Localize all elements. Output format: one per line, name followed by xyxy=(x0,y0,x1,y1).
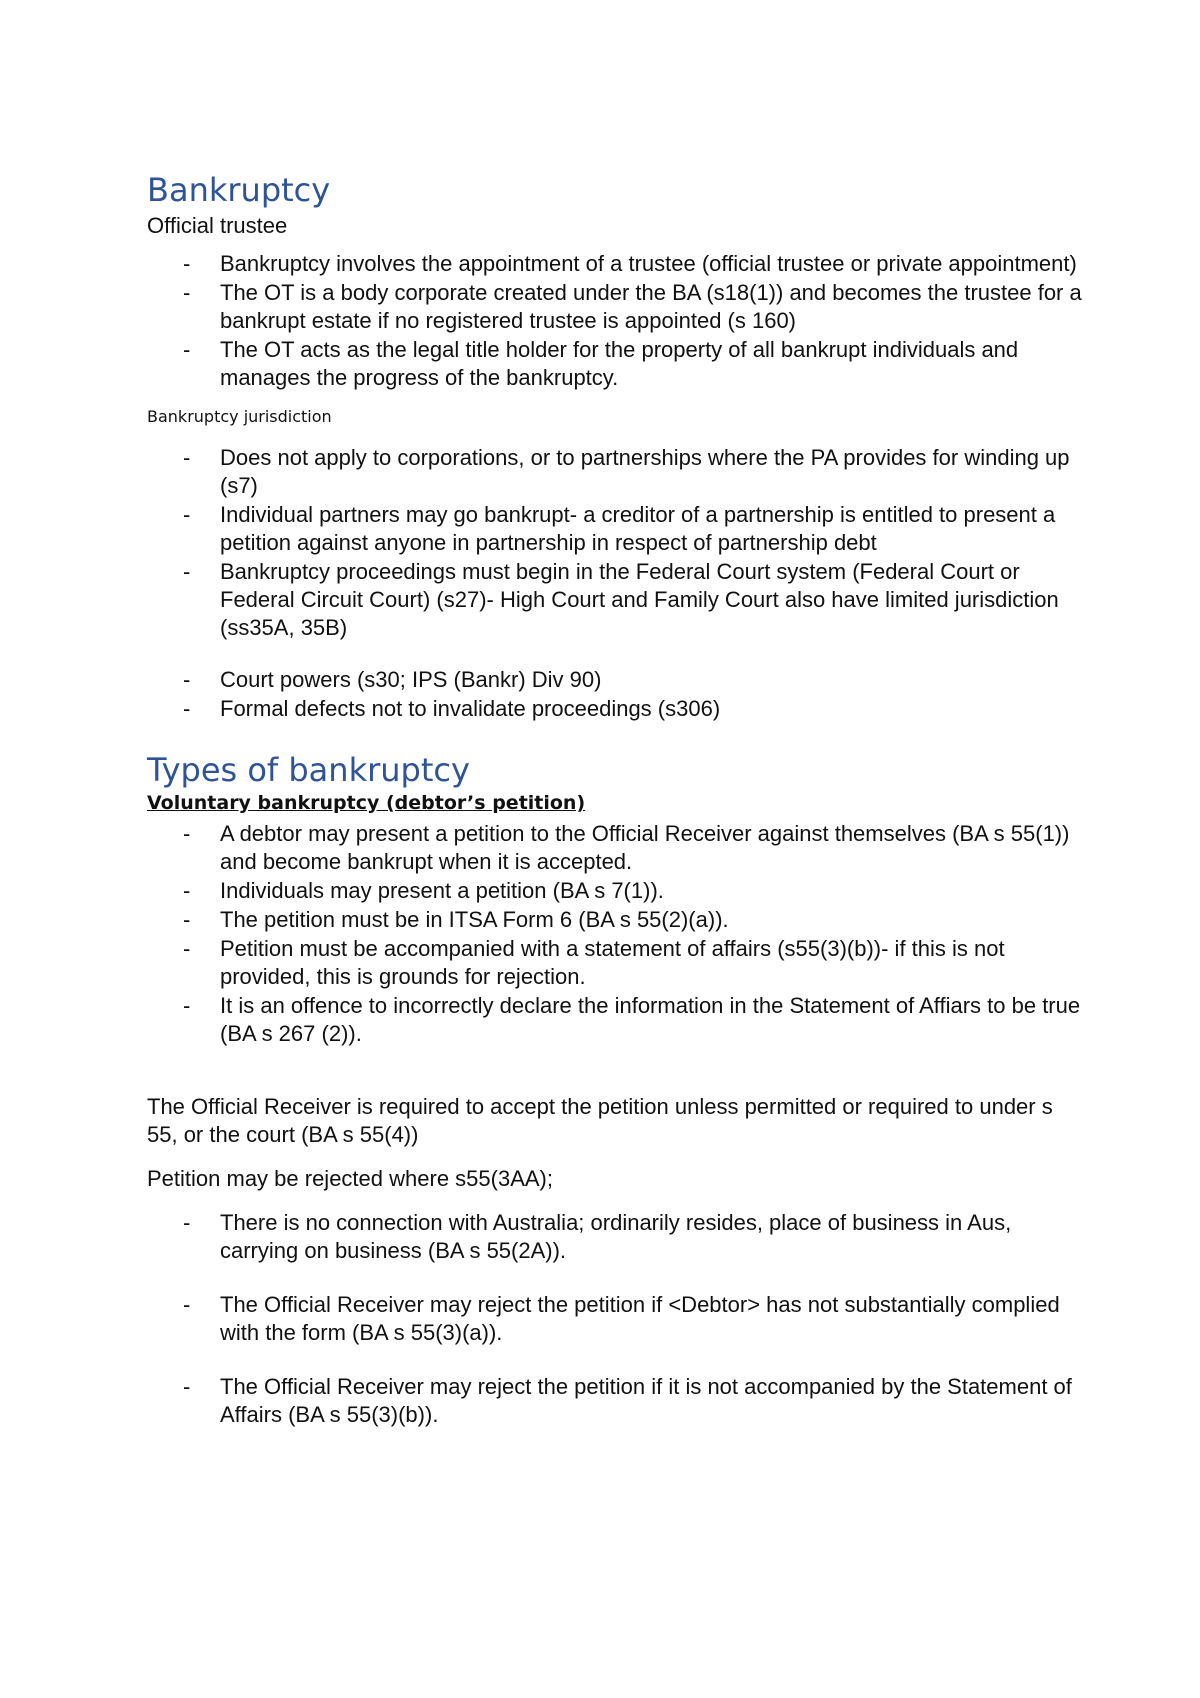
subtitle-official-trustee: Official trustee xyxy=(147,213,288,238)
dash-bullet: - xyxy=(183,559,191,584)
list-item: - Court powers (s30; IPS (Bankr) Div 90) xyxy=(183,667,602,692)
dash-bullet: - xyxy=(183,502,191,527)
heading-bankruptcy: Bankruptcy xyxy=(147,171,331,209)
dash-bullet: - xyxy=(183,936,191,961)
dash-bullet: - xyxy=(183,251,191,276)
list-item: - There is no connection with Australia; ordinarily resides, place of business in Aus, carrying on business (BA s 55(2A)). xyxy=(183,1210,1012,1263)
list-item: - The OT is a body corporate created under the BA (s18(1)) and becomes the trustee for a bankrupt estate if no registered trustee is appointed (s 160) xyxy=(183,280,1082,333)
spacer xyxy=(147,724,1087,750)
dash-bullet: - xyxy=(183,1210,191,1235)
paragraph-official-receiver: The Official Receiver is required to accept the petition unless permitted or required to under s 55, or the court (BA s 55(4)) xyxy=(147,1094,1053,1147)
dash-bullet: - xyxy=(183,821,191,846)
voluntary-bankruptcy-list xyxy=(147,820,1087,1048)
dash-bullet: - xyxy=(183,993,191,1018)
dash-bullet: - xyxy=(183,878,191,903)
dash-bullet: - xyxy=(183,696,191,721)
dash-bullet: - xyxy=(183,445,191,470)
jurisdiction-list xyxy=(147,444,1087,723)
paragraph-rejection-grounds: Petition may be rejected where s55(3AA); xyxy=(147,1166,553,1191)
list-item: - The petition must be in ITSA Form 6 (BA s 55(2)(a)). xyxy=(183,907,729,932)
document-content xyxy=(147,170,1087,1430)
official-trustee-list xyxy=(147,250,1087,392)
list-item: - A debtor may present a petition to the Official Receiver against themselves (BA s 55(1)) and become bankrupt when it is accepted. xyxy=(183,821,1070,874)
subheading-voluntary-bankruptcy: Voluntary bankruptcy (debtor’s petition) xyxy=(147,792,586,814)
list-item: - The OT acts as the legal title holder for the property of all bankrupt individuals and manages the progress of the bankruptcy. xyxy=(183,337,1019,390)
list-item: - Bankruptcy proceedings must begin in the Federal Court system (Federal Court or Federal Circuit Court) (s27)- High Court and Family Court also have limited jurisdiction (ss35A, 35B) xyxy=(183,559,1059,640)
heading-types-of-bankruptcy: Types of bankruptcy xyxy=(147,751,470,789)
list-item: - Does not apply to corporations, or to partnerships where the PA provides for winding up (s7) xyxy=(183,445,1070,498)
list-item: - Formal defects not to invalidate proceedings (s306) xyxy=(183,696,721,721)
list-item: - The Official Receiver may reject the petition if <Debtor> has not substantially complied with the form (BA s 55(3)(a)). xyxy=(183,1292,1060,1345)
list-item: - Petition must be accompanied with a statement of affairs (s55(3)(b))- if this is not provided, this is grounds for rejection. xyxy=(183,936,1005,989)
dash-bullet: - xyxy=(183,907,191,932)
rejection-list xyxy=(147,1209,1087,1429)
dash-bullet: - xyxy=(183,667,191,692)
list-item: - The Official Receiver may reject the petition if it is not accompanied by the Statement of Affairs (BA s 55(3)(b)). xyxy=(183,1374,1072,1427)
heading-jurisdiction: Bankruptcy jurisdiction xyxy=(147,407,332,426)
dash-bullet: - xyxy=(183,1292,191,1317)
list-item: - It is an offence to incorrectly declare the information in the Statement of Affiars to be true (BA s 267 (2)). xyxy=(183,993,1081,1046)
dash-bullet: - xyxy=(183,280,191,305)
dash-bullet: - xyxy=(183,1374,191,1399)
list-item: - Individuals may present a petition (BA s 7(1)). xyxy=(183,878,664,903)
dash-bullet: - xyxy=(183,337,191,362)
list-item: - Bankruptcy involves the appointment of a trustee (official trustee or private appointment) xyxy=(183,251,1077,276)
spacer xyxy=(147,1049,1087,1093)
list-item: - Individual partners may go bankrupt- a creditor of a partnership is entitled to present a petition against anyone in partnership in respect of partnership debt xyxy=(183,502,1056,555)
